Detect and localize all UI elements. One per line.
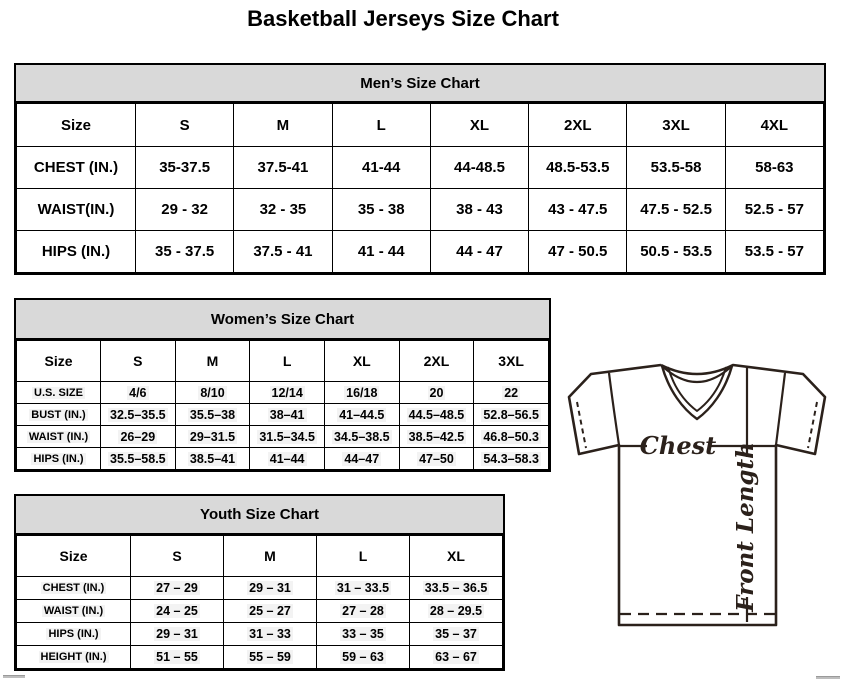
column-header: L <box>317 536 410 577</box>
column-header-row <box>17 104 824 147</box>
size-value-cell: 54.3–58.3 <box>474 448 549 470</box>
row-label: HEIGHT (IN.) <box>17 646 131 669</box>
size-value-cell: 32.5–35.5 <box>101 404 176 426</box>
size-value-cell: 41–44.5 <box>324 404 399 426</box>
mens-size-chart <box>14 63 826 275</box>
column-header: Size <box>17 536 131 577</box>
column-header: M <box>234 104 332 147</box>
size-value-cell: 59 – 63 <box>317 646 410 669</box>
size-value-cell: 31 – 33.5 <box>317 577 410 600</box>
size-value-cell: 29 – 31 <box>224 577 317 600</box>
size-value-cell: 35.5–38 <box>175 404 250 426</box>
column-header: XL <box>324 341 399 382</box>
size-value-cell: 53.5 - 57 <box>725 231 823 273</box>
jersey-outline <box>569 365 825 625</box>
size-value-cell: 38–41 <box>250 404 325 426</box>
size-value-cell: 38 - 43 <box>430 189 528 231</box>
row-label: HIPS (IN.) <box>17 231 136 273</box>
row-label: BUST (IN.) <box>17 404 101 426</box>
size-value-cell: 29 - 32 <box>136 189 234 231</box>
size-value-cell: 35-37.5 <box>136 147 234 189</box>
size-value-cell: 4/6 <box>101 382 176 404</box>
size-value-cell: 51 – 55 <box>131 646 224 669</box>
front-length-measure-label: Front Length <box>732 442 759 612</box>
column-header-row <box>17 536 503 577</box>
row-label: WAIST(IN.) <box>17 189 136 231</box>
womens-chart-title: Women’s Size Chart <box>16 300 549 340</box>
size-value-cell: 31.5–34.5 <box>250 426 325 448</box>
table-row <box>17 382 549 404</box>
size-value-cell: 35.5–58.5 <box>101 448 176 470</box>
size-value-cell: 38.5–41 <box>175 448 250 470</box>
size-value-cell: 47.5 - 52.5 <box>627 189 725 231</box>
size-value-cell: 29–31.5 <box>175 426 250 448</box>
row-label: HIPS (IN.) <box>17 448 101 470</box>
column-header: M <box>175 341 250 382</box>
size-value-cell: 53.5-58 <box>627 147 725 189</box>
column-header: Size <box>17 104 136 147</box>
size-value-cell: 27 – 29 <box>131 577 224 600</box>
column-header: 3XL <box>474 341 549 382</box>
row-label: CHEST (IN.) <box>17 577 131 600</box>
table-row <box>17 646 503 669</box>
column-header: L <box>250 341 325 382</box>
size-value-cell: 52.8–56.5 <box>474 404 549 426</box>
size-value-cell: 41 - 44 <box>332 231 430 273</box>
size-value-cell: 43 - 47.5 <box>529 189 627 231</box>
size-value-cell: 35 - 38 <box>332 189 430 231</box>
size-value-cell: 16/18 <box>324 382 399 404</box>
column-header: L <box>332 104 430 147</box>
size-value-cell: 8/10 <box>175 382 250 404</box>
size-value-cell: 47–50 <box>399 448 474 470</box>
chest-measure-label: Chest <box>639 431 717 460</box>
left-armhole-seam <box>609 373 619 445</box>
size-value-cell: 63 – 67 <box>410 646 503 669</box>
column-header: S <box>131 536 224 577</box>
column-header: 4XL <box>725 104 823 147</box>
size-value-cell: 52.5 - 57 <box>725 189 823 231</box>
size-value-cell: 33 – 35 <box>317 623 410 646</box>
column-header: M <box>224 536 317 577</box>
column-header: XL <box>430 104 528 147</box>
right-armhole-seam <box>776 373 785 445</box>
row-label: HIPS (IN.) <box>17 623 131 646</box>
column-header: 3XL <box>627 104 725 147</box>
size-value-cell: 34.5–38.5 <box>324 426 399 448</box>
size-value-cell: 44-48.5 <box>430 147 528 189</box>
page-title: Basketball Jerseys Size Chart <box>247 6 559 31</box>
size-value-cell: 24 – 25 <box>131 600 224 623</box>
size-value-cell: 44.5–48.5 <box>399 404 474 426</box>
left-cuff-dashed-line <box>577 402 586 448</box>
horizontal-scrollbar-fragment-left[interactable] <box>3 675 25 678</box>
size-value-cell: 25 – 27 <box>224 600 317 623</box>
size-value-cell: 48.5-53.5 <box>529 147 627 189</box>
size-value-cell: 37.5 - 41 <box>234 231 332 273</box>
jersey-measurement-diagram <box>557 357 837 647</box>
column-header: Size <box>17 341 101 382</box>
size-value-cell: 41–44 <box>250 448 325 470</box>
youth-chart-title: Youth Size Chart <box>16 496 503 535</box>
row-label: CHEST (IN.) <box>17 147 136 189</box>
size-value-cell: 31 – 33 <box>224 623 317 646</box>
size-value-cell: 32 - 35 <box>234 189 332 231</box>
size-value-cell: 28 – 29.5 <box>410 600 503 623</box>
right-cuff-dashed-line <box>808 402 817 448</box>
row-label: WAIST (IN.) <box>17 426 101 448</box>
size-value-cell: 41-44 <box>332 147 430 189</box>
size-value-cell: 12/14 <box>250 382 325 404</box>
size-value-cell: 35 – 37 <box>410 623 503 646</box>
size-value-cell: 55 – 59 <box>224 646 317 669</box>
size-value-cell: 22 <box>474 382 549 404</box>
column-header-row <box>17 341 549 382</box>
table-row <box>17 623 503 646</box>
size-value-cell: 58-63 <box>725 147 823 189</box>
womens-size-table <box>16 340 549 470</box>
womens-size-chart <box>14 298 551 472</box>
table-row <box>17 147 824 189</box>
table-row <box>17 600 503 623</box>
table-row <box>17 426 549 448</box>
column-header: 2XL <box>399 341 474 382</box>
table-row <box>17 448 549 470</box>
size-value-cell: 50.5 - 53.5 <box>627 231 725 273</box>
youth-size-table <box>16 535 503 669</box>
mens-size-table <box>16 103 824 273</box>
column-header: S <box>136 104 234 147</box>
size-value-cell: 37.5-41 <box>234 147 332 189</box>
row-label: U.S. SIZE <box>17 382 101 404</box>
row-label: WAIST (IN.) <box>17 600 131 623</box>
youth-size-chart <box>14 494 505 671</box>
size-value-cell: 20 <box>399 382 474 404</box>
size-value-cell: 33.5 – 36.5 <box>410 577 503 600</box>
table-row <box>17 231 824 273</box>
size-value-cell: 35 - 37.5 <box>136 231 234 273</box>
size-value-cell: 29 – 31 <box>131 623 224 646</box>
size-value-cell: 26–29 <box>101 426 176 448</box>
size-value-cell: 46.8–50.3 <box>474 426 549 448</box>
size-value-cell: 27 – 28 <box>317 600 410 623</box>
column-header: XL <box>410 536 503 577</box>
size-value-cell: 38.5–42.5 <box>399 426 474 448</box>
table-row <box>17 189 824 231</box>
mens-chart-title: Men’s Size Chart <box>16 65 824 103</box>
column-header: 2XL <box>529 104 627 147</box>
column-header: S <box>101 341 176 382</box>
size-value-cell: 44–47 <box>324 448 399 470</box>
table-row <box>17 404 549 426</box>
table-row <box>17 577 503 600</box>
size-value-cell: 47 - 50.5 <box>529 231 627 273</box>
size-value-cell: 44 - 47 <box>430 231 528 273</box>
